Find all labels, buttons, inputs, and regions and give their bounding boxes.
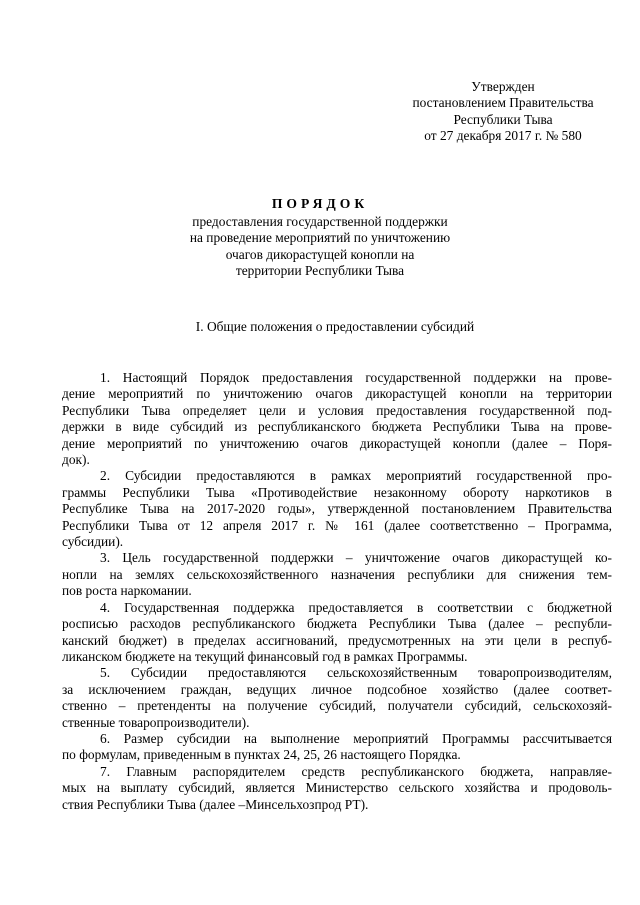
paragraph-line: держки в виде субсидий из республиканского бюджета Республики Тыва на прове- [62, 419, 612, 435]
paragraph-line: субсидии). [62, 534, 124, 550]
subtitle-line: территории Республики Тыва [235, 263, 405, 279]
paragraph-line: 2. Субсидии предоставляются в рамках мероприятий государственной про- [100, 468, 612, 484]
paragraph-line: 5. Субсидии предоставляются сельскохозяйственным товаропроизводителям, [100, 665, 612, 681]
paragraph-line: мых на выплату субсидий, является Министерство сельского хозяйства и продоволь- [62, 780, 612, 796]
paragraph-line: нопли на землях сельскохозяйственного назначения республики для снижения тем- [62, 566, 612, 582]
paragraph-line: дение мероприятий по уничтожению очагов дикорастущей конопли (далее – Поря- [62, 435, 612, 451]
paragraph-line: 4. Государственная поддержка предоставляется в соответствии с бюджетной [100, 599, 612, 615]
paragraph-line: ликанском бюджете на текущий финансовый год в рамках Программы. [62, 648, 468, 664]
paragraph-line: 3. Цель государственной поддержки – уничтожение очагов дикорастущей ко- [100, 550, 612, 566]
approval-line: постановлением Правительства [412, 95, 594, 111]
section-heading: I. Общие положения о предоставлении субсидий [195, 319, 475, 334]
paragraph-line: граммы Республики Тыва «Противодействие незаконному обороту наркотиков в [62, 484, 612, 500]
subtitle-line: на проведение мероприятий по уничтожению [189, 230, 451, 246]
paragraph-line: док). [62, 452, 90, 468]
paragraph-line: по формулам, приведенным в пунктах 24, 25, 26 настоящего Порядка. [62, 747, 461, 763]
approval-line: Утвержден [471, 79, 535, 94]
paragraph-line: за исключением граждан, ведущих личное подсобное хозяйство (далее соответ- [62, 681, 612, 697]
paragraph-line: Республике Тыва на 2017-2020 годы», утвержденной постановлением Правительства [62, 501, 612, 517]
subtitle-line: предоставления государственной поддержки [192, 214, 448, 229]
paragraph-line: ственно – претенденты на получение субсидий, получатели субсидий, сельскохозяй- [62, 698, 612, 714]
paragraph-line: Республики Тыва определяет цели и условия предоставления государственной под- [62, 402, 612, 418]
paragraph [62, 764, 612, 813]
document-title: ПОРЯДОК [271, 196, 369, 211]
paragraph [62, 468, 612, 550]
paragraph-line: 6. Размер субсидии на выполнение мероприятий Программы рассчитывается [100, 730, 612, 746]
paragraph [62, 600, 612, 666]
approval-line: Республики Тыва [453, 111, 553, 127]
paragraph [62, 665, 612, 731]
paragraph-line: ственные товаропроизводители). [62, 714, 250, 730]
paragraph [62, 370, 612, 468]
paragraph-line: росписью расходов республиканского бюджета Республики Тыва (далее – республи- [62, 616, 612, 632]
document-body [62, 370, 612, 813]
paragraph-line: 7. Главным распорядителем средств республиканского бюджета, направляе- [100, 763, 612, 779]
approval-line: от 27 декабря 2017 г. № 580 [424, 128, 582, 144]
paragraph-line: пов роста наркомании. [62, 583, 192, 599]
paragraph [62, 731, 612, 764]
paragraph-line: канский бюджет) в пределах ассигнований, предусмотренных на эти цели в респуб- [62, 632, 612, 648]
paragraph [62, 550, 612, 599]
paragraph-line: 1. Настоящий Порядок предоставления государственной поддержки на прове- [100, 370, 612, 385]
paragraph-line: Республики Тыва от 12 апреля 2017 г. № 161 (далее соответственно – Программа, [62, 517, 612, 533]
subtitle-line: очагов дикорастущей конопли на [225, 246, 415, 262]
approval-stamp [398, 79, 608, 145]
document-subtitle [160, 214, 480, 280]
paragraph-line: ствия Республики Тыва (далее –Минсельхозпрод РТ). [62, 796, 369, 812]
paragraph-line: дение мероприятий по уничтожению очагов дикорастущей конопли на территории [62, 386, 612, 402]
